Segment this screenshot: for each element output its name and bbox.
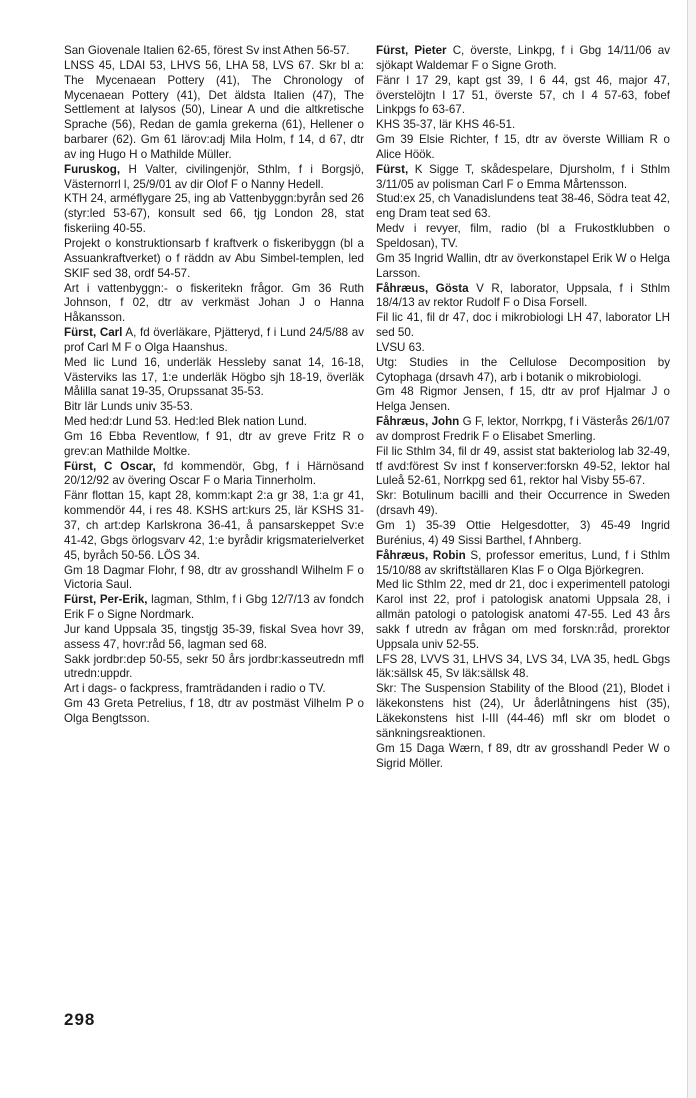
entry-text: Stud:ex 25, ch Vanadislundens teat 38-46, Södra teat 42, eng Dram teat sed 63.	[376, 192, 670, 221]
entry-text: Art i dags- o fackpress, framträdanden i radio o TV.	[64, 682, 326, 696]
biography-paragraph	[376, 222, 670, 252]
left-column	[64, 44, 364, 727]
biography-paragraph	[376, 252, 670, 282]
entry-text: LNSS 45, LDAI 53, LHVS 56, LHA 58, LVS 67. Skr bl a: The Mycenaean Pottery (41), The Chronology of Mycenaean Pottery (41), Det äldsta Italien (47), The Settlement at Ialysos (50), Linear A und die altkretische Sprache (56), Redan de gamla grekerna (61), Hellener o barbarer (62). Gm 61 lärov:adj Mila Holm, f 14, d 67, dtr av ing Hugo H o Mathilde Müller.	[64, 58, 364, 161]
biography-entry-heading	[64, 326, 364, 356]
biography-entry-heading	[376, 415, 670, 445]
biography-paragraph	[64, 653, 364, 683]
biography-paragraph	[64, 237, 364, 282]
biography-paragraph	[64, 44, 364, 59]
entry-text: Med lic Sthlm 22, med dr 21, doc i experimentell patologi Karol inst 22, prof i patologisk anatomi Uppsala 28, i allmän patologi o patologisk anatomi 47-55. Led 43 års sakk f utredn av frågan om med forskn:råd, prorektor Uppsala univ 52-55.	[376, 578, 670, 651]
right-column	[376, 44, 670, 771]
person-name: Fåhræus, John	[376, 415, 460, 429]
entry-text: LVSU 63.	[376, 340, 425, 354]
entry-text: LFS 28, LVVS 31, LHVS 34, LVS 34, LVA 35, hedL Gbgs läk:sällsk 45, Sv läk:sällsk 48.	[376, 652, 670, 681]
entry-text: Fänr I 17 29, kapt gst 39, I 6 44, gst 46, major 47, överstelöjtn I 17 51, överste 57, ch I 4 57-63, fobef Linkpgs fo 63-67.	[376, 73, 670, 117]
biography-paragraph	[376, 356, 670, 386]
person-name: Fürst, Pieter	[376, 44, 447, 57]
biography-paragraph	[376, 311, 670, 341]
entry-text: fd kommendör, Gbg, f i Härnösand 20/12/92 av övering Oscar F o Maria Tinnerholm.	[64, 459, 364, 488]
biography-paragraph	[376, 192, 670, 222]
entry-text: S, professor emeritus, Lund, f i Sthlm 15/10/88 av skriftställaren Klas F o Olga Björkegren.	[376, 548, 670, 577]
entry-text: Fil lic 41, fil dr 47, doc i mikrobiologi LH 47, laborator LH sed 50.	[376, 311, 670, 340]
entry-text: A, fd överläkare, Pjätteryd, f i Lund 24/5/88 av prof Carl M F o Olga Haanshus.	[64, 326, 364, 354]
entry-text: G F, lektor, Norrkpg, f i Västerås 26/1/07 av domprost Fredrik F o Elisabet Smerling.	[376, 415, 670, 443]
entry-text: Med hed:dr Lund 53. Hed:led Blek nation Lund.	[64, 415, 307, 429]
biography-paragraph	[64, 682, 364, 697]
biography-paragraph	[376, 578, 670, 652]
biography-paragraph	[376, 74, 670, 119]
person-name: Furuskog,	[64, 162, 121, 176]
biography-paragraph	[64, 400, 364, 415]
biography-paragraph	[64, 415, 364, 430]
biography-paragraph	[64, 564, 364, 594]
biography-paragraph	[64, 356, 364, 401]
entry-text: Sakk jordbr:dep 50-55, sekr 50 års jordbr:kasseutredn mfl utredn:uppdr.	[64, 652, 364, 681]
entry-text: Fil lic Sthlm 34, fil dr 49, assist stat bakteriolog lab 32-49, tf avd:förest Sv inst f konserver:forskn 49-52, lektor hal Luleå 52-61, Norrkpg sed 61, rektor hal Visby 55-67.	[376, 444, 670, 488]
biography-entry-heading	[64, 163, 364, 193]
entry-text: Bitr lär Lunds univ 35-53.	[64, 400, 193, 414]
entry-text: Projekt o konstruktionsarb f kraftverk o fiskeribyggn (bl a Assuankraftverket) o f räddn av Abu Simbel-templen, led SKIF sed 38, ordf 54-57.	[64, 236, 364, 280]
entry-text: Skr: The Suspension Stability of the Blood (21), Blodet i läkekonstens hist (24), Ur åderlåtningens hist (35), Läkekonstens hist I-III (44-46) mfl skr om blodet o sänkningsreaktionen.	[376, 682, 670, 740]
entry-text: Utg: Studies in the Cellulose Decomposition by Cytophaga (drsavh 47), arb i botanik o mikrobiologi.	[376, 355, 670, 384]
biography-paragraph	[376, 742, 670, 772]
person-name: Fürst, Carl	[64, 326, 123, 340]
page-number: 298	[64, 1010, 96, 1029]
biography-paragraph	[64, 282, 364, 327]
biography-paragraph	[376, 489, 670, 519]
entry-text: Gm 35 Ingrid Wallin, dtr av överkonstapel Erik W o Helga Larsson.	[376, 251, 670, 280]
page-edge-shadow	[688, 0, 696, 1098]
entry-text: lagman, Sthlm, f i Gbg 12/7/13 av fondch Erik F o Signe Nordmark.	[64, 593, 364, 622]
biography-entry-heading	[376, 44, 670, 74]
person-name: Fürst, C Oscar,	[64, 459, 156, 473]
entry-text: H Valter, civilingenjör, Sthlm, f i Borgsjö, Västernorrl l, 25/9/01 av dir Olof F o Nanny Hedell.	[64, 162, 364, 191]
person-name: Fürst, Per-Erik,	[64, 593, 148, 607]
biography-entry-heading	[376, 549, 670, 579]
entry-text: KHS 35-37, lär KHS 46-51.	[376, 118, 516, 132]
entry-text: Gm 1) 35-39 Ottie Helgesdotter, 3) 45-49 Ingrid Burénius, 4) 49 Sissi Barthel, f Ahnberg.	[376, 519, 670, 547]
biography-paragraph	[376, 133, 670, 163]
entry-text: V R, laborator, Uppsala, f i Sthlm 18/4/13 av rektor Rudolf F o Disa Forsell.	[376, 281, 670, 310]
biography-paragraph	[376, 653, 670, 683]
entry-text: K Sigge T, skådespelare, Djursholm, f i Sthlm 3/11/05 av polisman Carl F o Emma Mårtensson.	[376, 162, 670, 191]
entry-text: Gm 16 Ebba Reventlow, f 91, dtr av greve Fritz R o grev:an Mathilde Moltke.	[64, 429, 364, 458]
biography-paragraph	[64, 697, 364, 727]
biography-paragraph	[64, 489, 364, 563]
biography-entry-heading	[64, 593, 364, 623]
person-name: Fåhræus, Robin	[376, 548, 466, 562]
biography-paragraph	[376, 118, 670, 133]
entry-text: Medv i revyer, film, radio (bl a Frukostklubben o Speldosan), TV.	[376, 222, 670, 250]
entry-text: Art i vattenbyggn:- o fiskeritekn frågor. Gm 36 Ruth Johnson, f 02, dtr av verkmäst Johan J o Hanna Håkansson.	[64, 281, 364, 325]
biography-entry-heading	[376, 282, 670, 312]
entry-text: Gm 48 Rigmor Jensen, f 15, dtr av prof Hjalmar J o Helga Jensen.	[376, 385, 670, 414]
biography-paragraph	[376, 445, 670, 490]
biography-paragraph	[64, 623, 364, 653]
entry-text: KTH 24, arméflygare 25, ing ab Vattenbyggn:byrån sed 26 (styr:led 53-67), konsult sed 66, tjg London 28, stat fiskeriing 40-55.	[64, 192, 364, 236]
entry-text: Med lic Lund 16, underläk Hessleby sanat 14, 16-18, Västerviks las 17, 1:e underläk Högbo sjh 18-19, överläk Målilla sanat 19-35, Orupssanat 35-53.	[64, 355, 364, 399]
page-edge-line	[687, 0, 688, 1098]
biography-entry-heading	[376, 163, 670, 193]
entry-text: Gm 18 Dagmar Flohr, f 98, dtr av grosshandl Wilhelm F o Victoria Saul.	[64, 563, 364, 592]
entry-text: Gm 39 Elsie Richter, f 15, dtr av överste William R o Alice Höök.	[376, 133, 670, 161]
person-name: Fürst,	[376, 162, 409, 176]
entry-text: Jur kand Uppsala 35, tingstjg 35-39, fiskal Svea hovr 39, assess 47, hovr:råd 56, lagman sed 68.	[64, 622, 364, 651]
biography-paragraph	[64, 59, 364, 163]
person-name: Fåhræus, Gösta	[376, 281, 469, 295]
biography-paragraph	[376, 341, 670, 356]
entry-text: Skr: Botulinum bacilli and their Occurrence in Sweden (drsavh 49).	[376, 489, 670, 518]
biography-paragraph	[64, 430, 364, 460]
entry-text: Gm 43 Greta Petrelius, f 18, dtr av postmäst Vilhelm P o Olga Bengtsson.	[64, 697, 364, 725]
biography-paragraph	[64, 192, 364, 237]
biography-paragraph	[376, 385, 670, 415]
biography-entry-heading	[64, 460, 364, 490]
entry-text: Gm 15 Daga Wærn, f 89, dtr av grosshandl Peder W o Sigrid Möller.	[376, 741, 670, 770]
entry-text: Fänr flottan 15, kapt 28, komm:kapt 2:a gr 38, 1:a gr 41, kommendör 44, i res 48. KSHS art:kurs 25, lär KSHS 31-37, ch art:dep Karlskrona 36-41, å pansarskeppet Sv:e 41-42, Gbgs örlogsvarv 42, 1:e byrådir krigsmaterielverket 45, byråch 50-56. LÖS 34.	[64, 489, 364, 562]
entry-text: San Giovenale Italien 62-65, förest Sv inst Athen 56-57.	[64, 44, 350, 57]
biography-paragraph	[376, 682, 670, 741]
entry-text: C, överste, Linkpg, f i Gbg 14/11/06 av sjökapt Waldemar F o Signe Groth.	[376, 44, 670, 72]
biography-paragraph	[376, 519, 670, 549]
